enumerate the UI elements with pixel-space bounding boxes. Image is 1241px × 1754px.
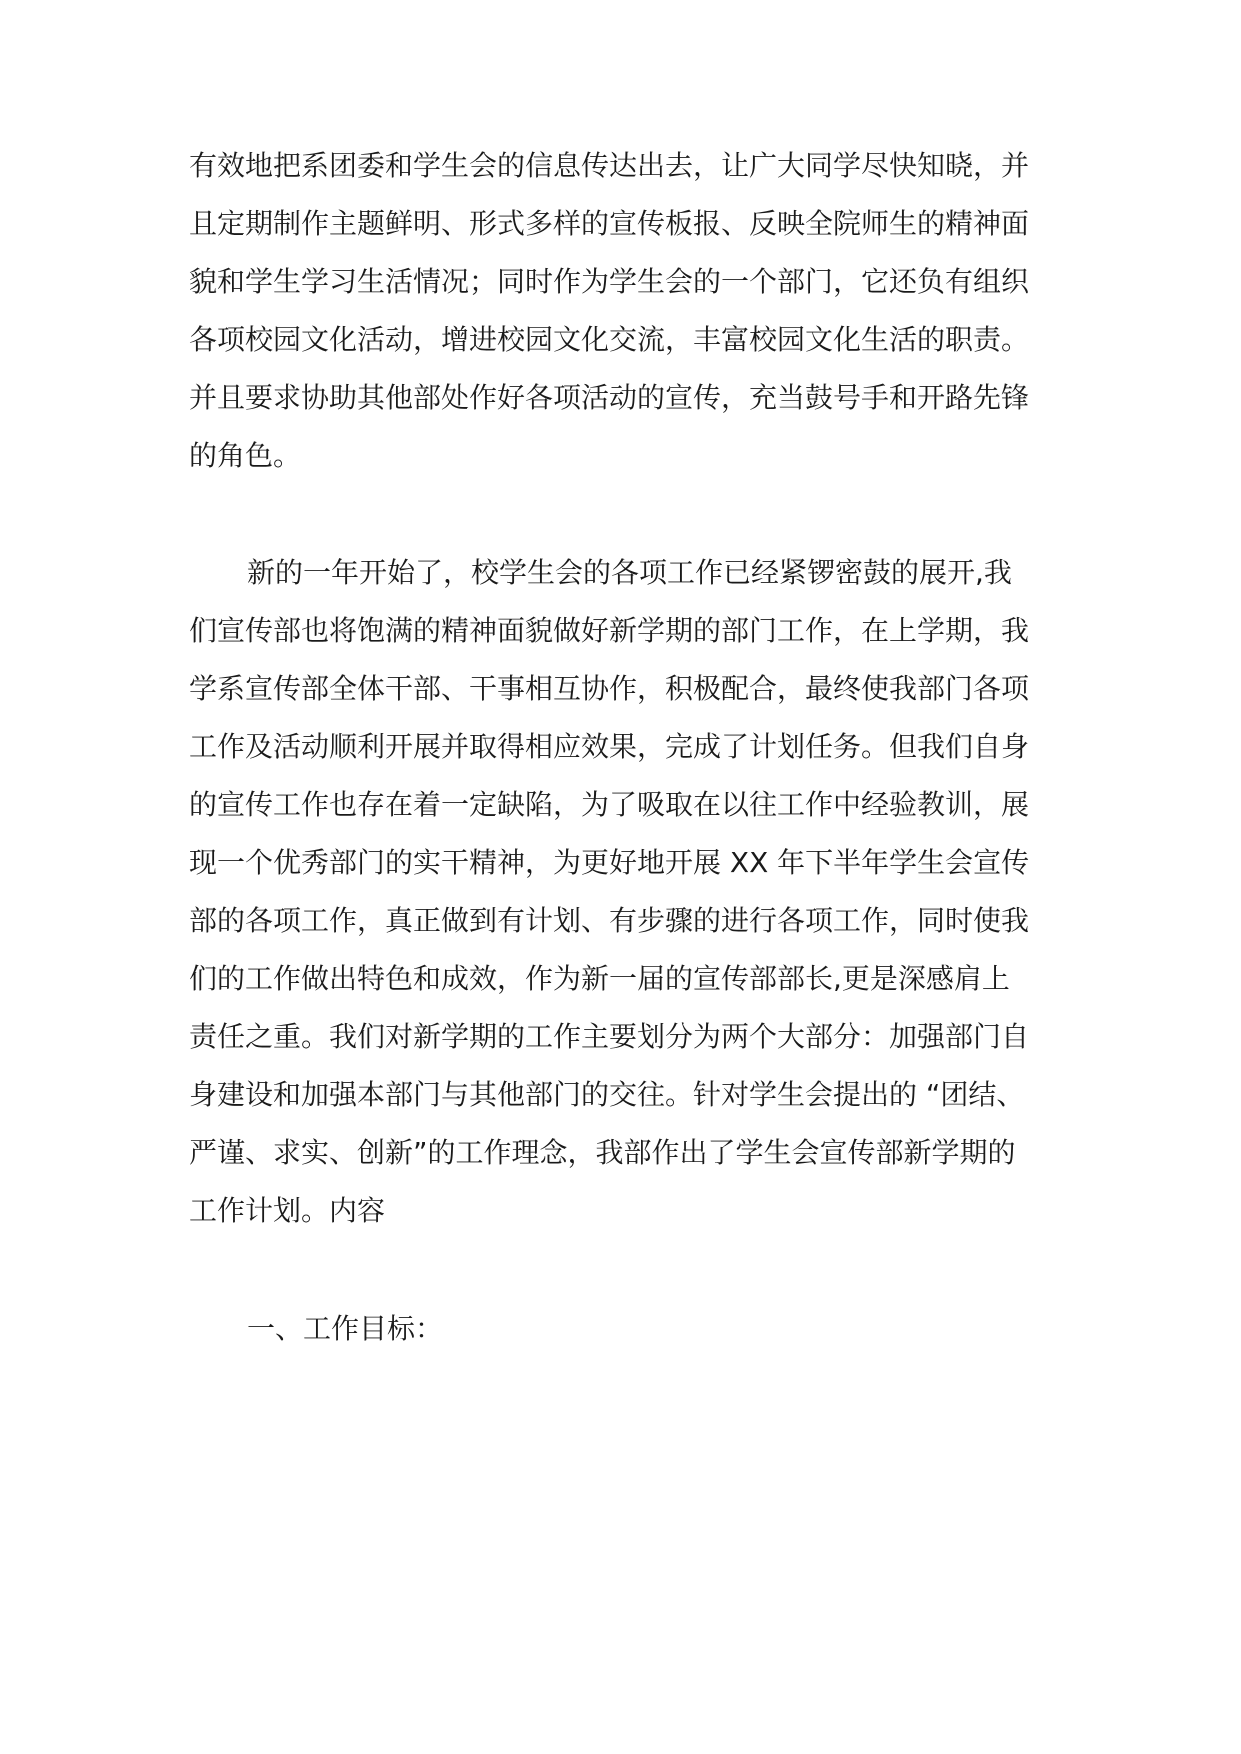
paragraph-2-line-3: 学系宣传部全体干部、干事相互协作，积极配合，最终使我部门各项 bbox=[189, 672, 1030, 705]
heading-work-goals: 一、工作目标： bbox=[247, 1312, 444, 1345]
paragraph-1-line-1: 有效地把系团委和学生会的信息传达出去，让广大同学尽快知晓，并 bbox=[189, 149, 1030, 182]
paragraph-1-line-5: 并且要求协助其他部处作好各项活动的宣传，充当鼓号手和开路先锋 bbox=[189, 381, 1030, 414]
paragraph-2-line-9: 责任之重。我们对新学期的工作主要划分为两个大部分：加强部门自 bbox=[189, 1020, 1030, 1053]
paragraph-1-line-4: 各项校园文化活动，增进校园文化交流，丰富校园文化生活的职责。 bbox=[189, 323, 1030, 356]
paragraph-2-line-7: 部的各项工作，真正做到有计划、有步骤的进行各项工作，同时使我 bbox=[189, 904, 1030, 937]
paragraph-1-line-2: 且定期制作主题鲜明、形式多样的宣传板报、反映全院师生的精神面 bbox=[189, 207, 1030, 240]
paragraph-2-line-10: 身建设和加强本部门与其他部门的交往。针对学生会提出的 “团结、 bbox=[189, 1078, 1025, 1111]
paragraph-1-line-6: 的角色。 bbox=[189, 439, 302, 472]
paragraph-2-line-12: 工作计划。内容 bbox=[189, 1194, 386, 1227]
paragraph-2-line-5: 的宣传工作也存在着一定缺陷，为了吸取在以往工作中经验教训，展 bbox=[189, 788, 1030, 821]
paragraph-2-line-2: 们宣传部也将饱满的精神面貌做好新学期的部门工作，在上学期，我 bbox=[189, 614, 1030, 647]
paragraph-2-line-4: 工作及活动顺利开展并取得相应效果，完成了计划任务。但我们自身 bbox=[189, 730, 1030, 763]
paragraph-1-line-3: 貌和学生学习生活情况；同时作为学生会的一个部门，它还负有组织 bbox=[189, 265, 1030, 298]
paragraph-2-line-11: 严谨、求实、创新”的工作理念，我部作出了学生会宣传部新学期的 bbox=[189, 1136, 1016, 1169]
paragraph-2-line-8: 们的工作做出特色和成效，作为新一届的宣传部部长,更是深感肩上 bbox=[189, 962, 1010, 995]
paragraph-2-line-1: 新的一年开始了，校学生会的各项工作已经紧锣密鼓的展开,我 bbox=[247, 556, 1012, 589]
paragraph-2-line-6: 现一个优秀部门的实干精神，为更好地开展 XX 年下半年学生会宣传 bbox=[189, 846, 1030, 879]
